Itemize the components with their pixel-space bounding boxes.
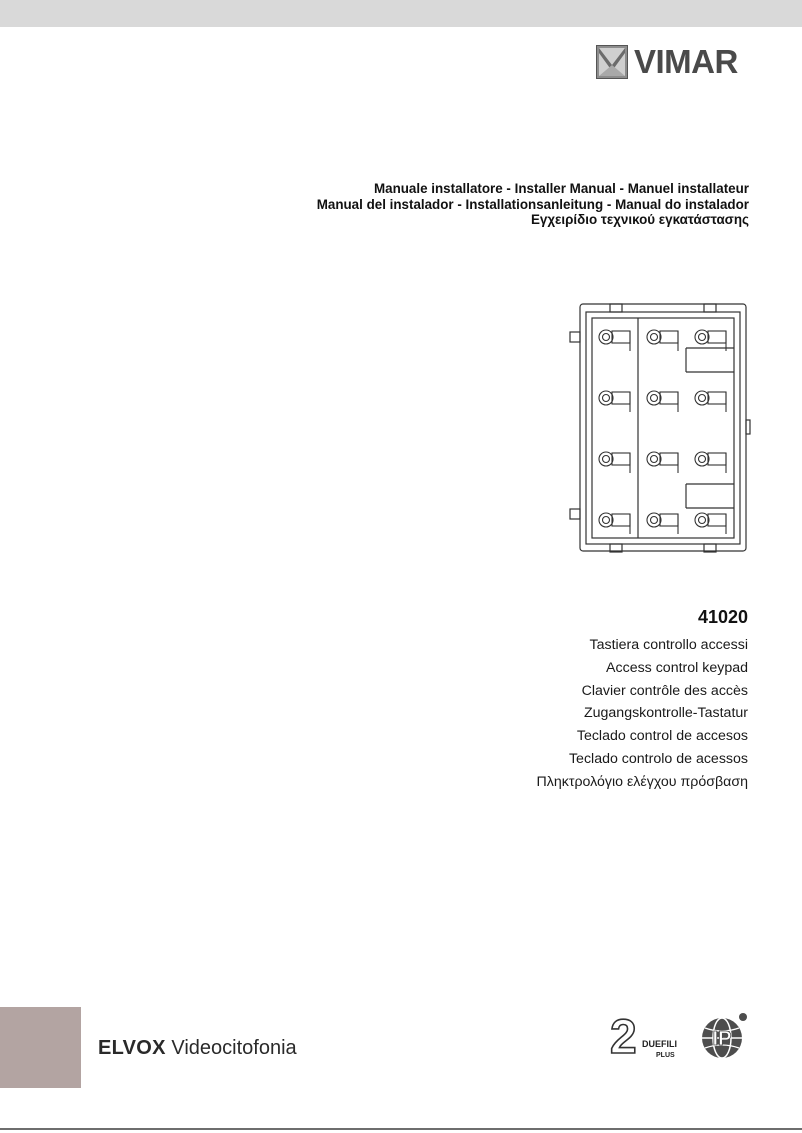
manual-title-line: Manual del instalador - Installationsanleitung - Manual do instalador — [316, 196, 749, 212]
product-description: Teclado control de accesos — [576, 728, 748, 745]
duefili-bottom: PLUS — [656, 1052, 675, 1058]
product-description: Access control keypad — [606, 659, 748, 676]
product-description: Tastiera controllo accessi — [589, 637, 748, 653]
elvox-brand-light: Videocitofonia — [171, 1037, 297, 1059]
manual-title-line: Manuale installatore - Installer Manual - Manuel installateur — [373, 181, 749, 196]
vimar-logo-icon — [596, 45, 628, 79]
duefili-top: DUEFILI — [642, 1039, 677, 1049]
ip-text: IP — [712, 1028, 732, 1050]
duefili-number: 2 — [610, 1011, 637, 1058]
elvox-brand-bold: ELVOX — [98, 1037, 166, 1059]
elvox-brand — [98, 1036, 297, 1060]
product-description: Πληκτρολόγιο ελέγχου πρόσβαση — [536, 773, 748, 790]
color-swatch — [0, 1007, 81, 1088]
bottom-rule — [0, 1128, 802, 1130]
manual-title-line: Εγχειρίδιο τεχνικού εγκατάστασης — [530, 212, 749, 227]
keypad-drawing — [568, 302, 752, 554]
product-block — [537, 606, 748, 794]
product-description: Clavier contrôle des accès — [581, 682, 748, 699]
vimar-logo-text: VIMAR — [634, 43, 738, 80]
product-code: 41020 — [697, 607, 748, 627]
product-description: Teclado controlo de acessos — [568, 750, 748, 767]
manual-titles — [317, 181, 749, 228]
duefili-plus-logo — [608, 1010, 688, 1058]
product-description: Zugangskontrolle-Tastatur — [583, 705, 748, 722]
top-bar — [0, 0, 802, 27]
vimar-logo — [596, 44, 738, 80]
ip-globe-icon — [700, 1012, 748, 1060]
